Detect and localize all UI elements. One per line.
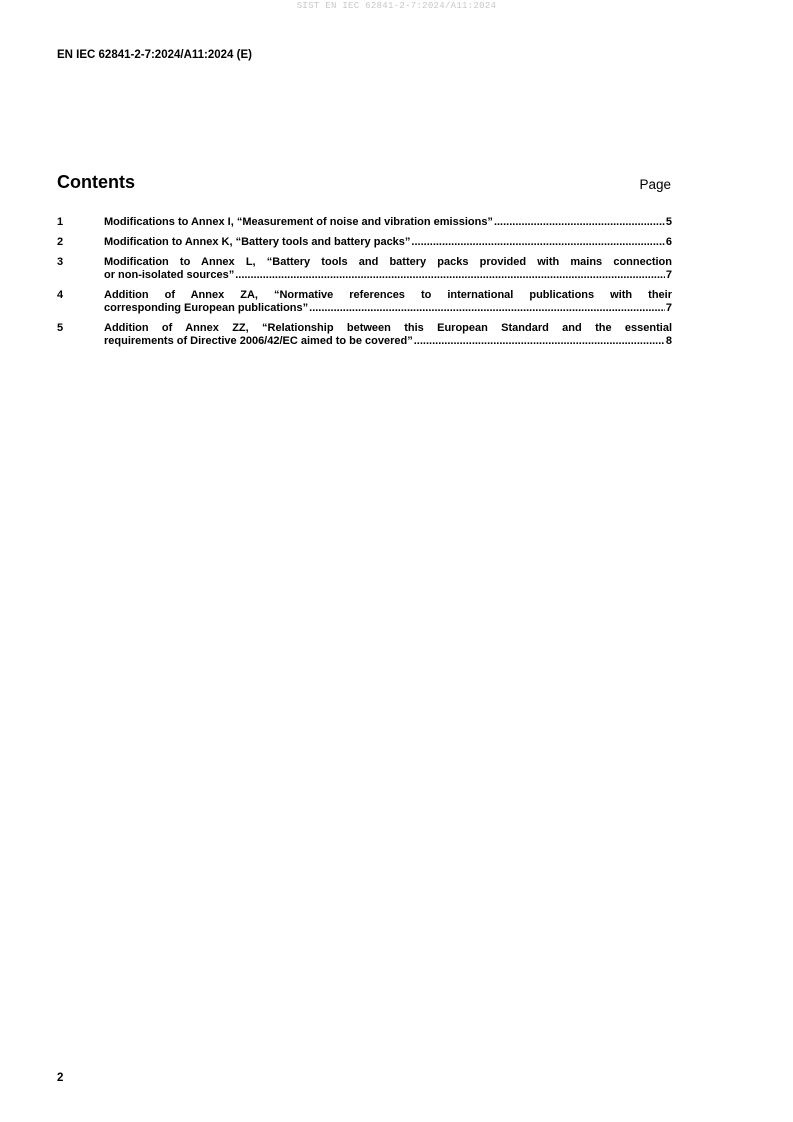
toc-entry-body — [104, 289, 672, 316]
toc-entry-title: Modifications to Annex I, “Measurement of noise and vibration emissions” — [104, 216, 493, 228]
dot-leader — [309, 302, 665, 315]
toc-entry-number: 4 — [57, 288, 64, 301]
table-of-contents — [57, 216, 672, 355]
dot-leader — [411, 236, 664, 249]
toc-entry-title-line: Addition of Annex ZZ, “Relationship between this European Standard and the essential — [104, 321, 672, 334]
dot-leader — [235, 269, 665, 282]
document-id-header: EN IEC 62841-2-7:2024/A11:2024 (E) — [57, 49, 252, 61]
toc-entry-page: 7 — [665, 268, 672, 281]
toc-entry-title-line: Addition of Annex ZA, “Normative references to international publications with their — [104, 288, 672, 301]
dot-leader — [494, 216, 665, 229]
toc-entry-body — [104, 236, 672, 249]
toc-entry-last-line — [104, 335, 672, 348]
toc-entry-page: 8 — [665, 335, 672, 348]
toc-entry-title: requirements of Directive 2006/42/EC aimed to be covered” — [104, 335, 413, 348]
toc-entry-last-line — [104, 302, 672, 315]
toc-entry-last-line — [104, 236, 672, 249]
dot-leader — [414, 335, 665, 348]
toc-entry-number: 1 — [57, 216, 64, 228]
watermark-text: SIST EN IEC 62841-2-7:2024/A11:2024 — [296, 1, 497, 11]
toc-entry-title: or non-isolated sources” — [104, 268, 235, 281]
toc-entry[interactable] — [57, 236, 672, 249]
toc-entry-number: 3 — [57, 255, 64, 268]
page-number: 2 — [57, 1072, 64, 1084]
toc-entry-last-line — [104, 269, 672, 282]
toc-entry-number: 2 — [57, 235, 64, 248]
toc-entry[interactable] — [57, 216, 672, 229]
toc-entry-page: 6 — [665, 235, 672, 248]
toc-entry-title-line: Modification to Annex L, “Battery tools and battery packs provided with mains connection — [104, 255, 672, 268]
toc-entry[interactable] — [57, 322, 672, 349]
toc-entry-title: corresponding European publications” — [104, 301, 309, 314]
contents-title: Contents — [57, 172, 135, 192]
toc-entry-body — [104, 256, 672, 283]
toc-entry-number: 5 — [57, 321, 64, 334]
toc-entry-body — [104, 322, 672, 349]
toc-entry[interactable] — [57, 256, 672, 283]
toc-entry-page: 7 — [665, 301, 672, 314]
toc-entry-last-line — [104, 216, 672, 229]
toc-entry-page: 5 — [665, 216, 672, 228]
toc-entry-title: Modification to Annex K, “Battery tools and battery packs” — [104, 235, 411, 248]
page-column-label: Page — [639, 177, 671, 192]
toc-entry[interactable] — [57, 289, 672, 316]
toc-entry-body — [104, 216, 672, 229]
